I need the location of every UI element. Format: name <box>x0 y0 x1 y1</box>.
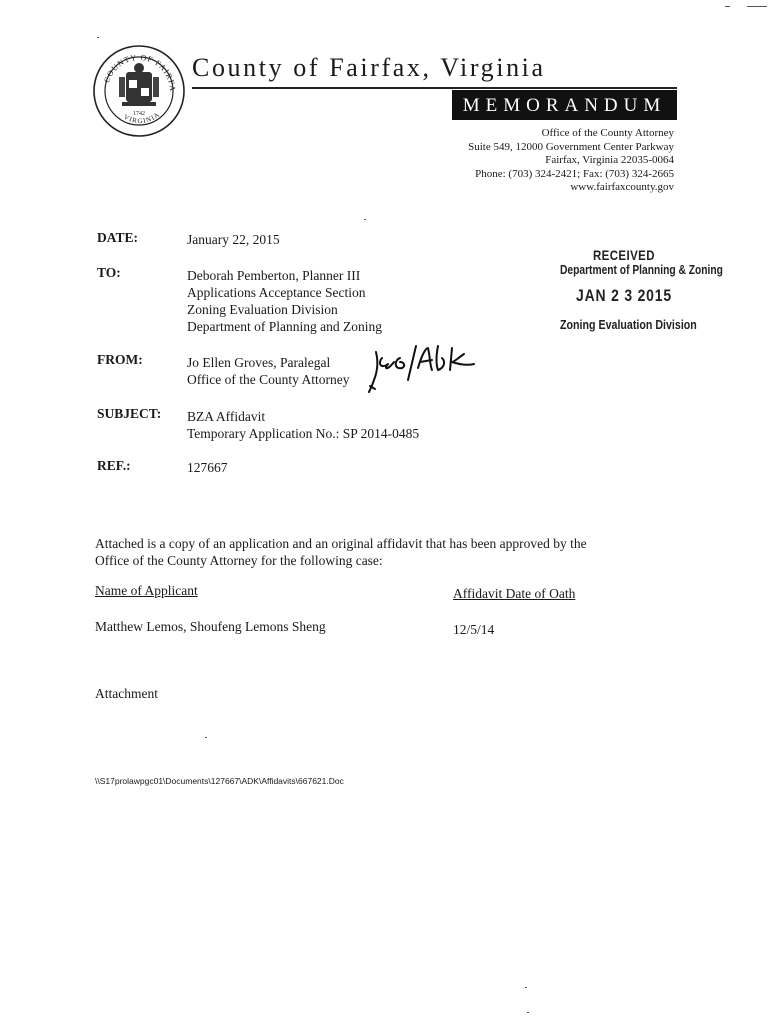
ref-value: 127667 <box>187 460 228 475</box>
scan-speck <box>725 6 730 7</box>
office-line: Phone: (703) 324-2421; Fax: (703) 324-2665 <box>475 167 674 180</box>
date-value: January 22, 2015 <box>187 232 280 247</box>
applicant-column-header: Name of Applicant <box>95 583 198 598</box>
office-line: www.fairfaxcounty.gov <box>570 181 674 194</box>
seal-top-text: COUNTY OF FAIRFA <box>102 52 178 93</box>
date-label: DATE: <box>97 230 139 245</box>
office-line: Office of the County Attorney <box>541 127 674 139</box>
county-seal <box>92 44 186 138</box>
seal-bottom-text: VIRGINIA <box>122 110 162 126</box>
to-block <box>187 267 382 335</box>
to-line: Department of Planning and Zoning <box>187 319 382 334</box>
subject-line: BZA Affidavit <box>187 409 266 424</box>
subject-line: Temporary Application No.: SP 2014-0485 <box>187 426 420 441</box>
paragraph-line: Attached is a copy of an application and an original affidavit that has been approved by the <box>95 536 587 551</box>
office-line: Suite 549, 12000 Government Center Parkway <box>468 140 674 153</box>
handwritten-initials <box>366 340 476 400</box>
body-paragraph <box>95 535 695 569</box>
oath-date-column-header: Affidavit Date of Oath <box>453 586 576 601</box>
office-line: Fairfax, Virginia 22035-0064 <box>545 154 674 167</box>
subject-block <box>187 408 419 442</box>
received-division: Zoning Evaluation Division <box>560 317 697 332</box>
received-stamp <box>560 247 723 332</box>
from-line: Jo Ellen Groves, Paralegal <box>187 355 331 370</box>
scan-speck <box>525 987 527 988</box>
paragraph-line: Office of the County Attorney for the following case: <box>95 553 383 568</box>
office-address-block <box>468 127 674 195</box>
scan-speck <box>747 6 767 7</box>
to-label: TO: <box>97 265 121 280</box>
scan-speck <box>527 1012 529 1013</box>
from-label: FROM: <box>97 352 143 367</box>
received-department: Department of Planning & Zoning <box>560 263 723 277</box>
subject-label: SUBJECT: <box>97 406 162 421</box>
attachment-label: Attachment <box>95 686 158 701</box>
file-path: \\S17prolawpgc01\Documents\127667\ADK\Affidavits\667621.Doc <box>95 776 344 786</box>
to-line: Applications Acceptance Section <box>187 285 366 300</box>
from-line: Office of the County Attorney <box>187 372 350 387</box>
to-line: Zoning Evaluation Division <box>187 302 338 317</box>
ref-label: REF.: <box>97 458 131 473</box>
to-line: Deborah Pemberton, Planner III <box>187 268 361 283</box>
page-title: County of Fairfax, Virginia <box>192 53 546 82</box>
scan-speck <box>364 219 366 220</box>
memorandum-banner: MEMORANDUM <box>452 90 677 120</box>
applicant-name: Matthew Lemos, Shoufeng Lemons Sheng <box>95 619 326 634</box>
received-title: RECEIVED <box>592 247 655 263</box>
received-date: JAN 2 3 2015 <box>576 286 672 305</box>
oath-date: 12/5/14 <box>453 622 495 637</box>
scan-speck <box>97 37 99 38</box>
scan-speck <box>205 737 207 738</box>
seal-year: 1742 <box>133 111 145 117</box>
title-divider <box>192 87 677 89</box>
from-block <box>187 354 349 388</box>
